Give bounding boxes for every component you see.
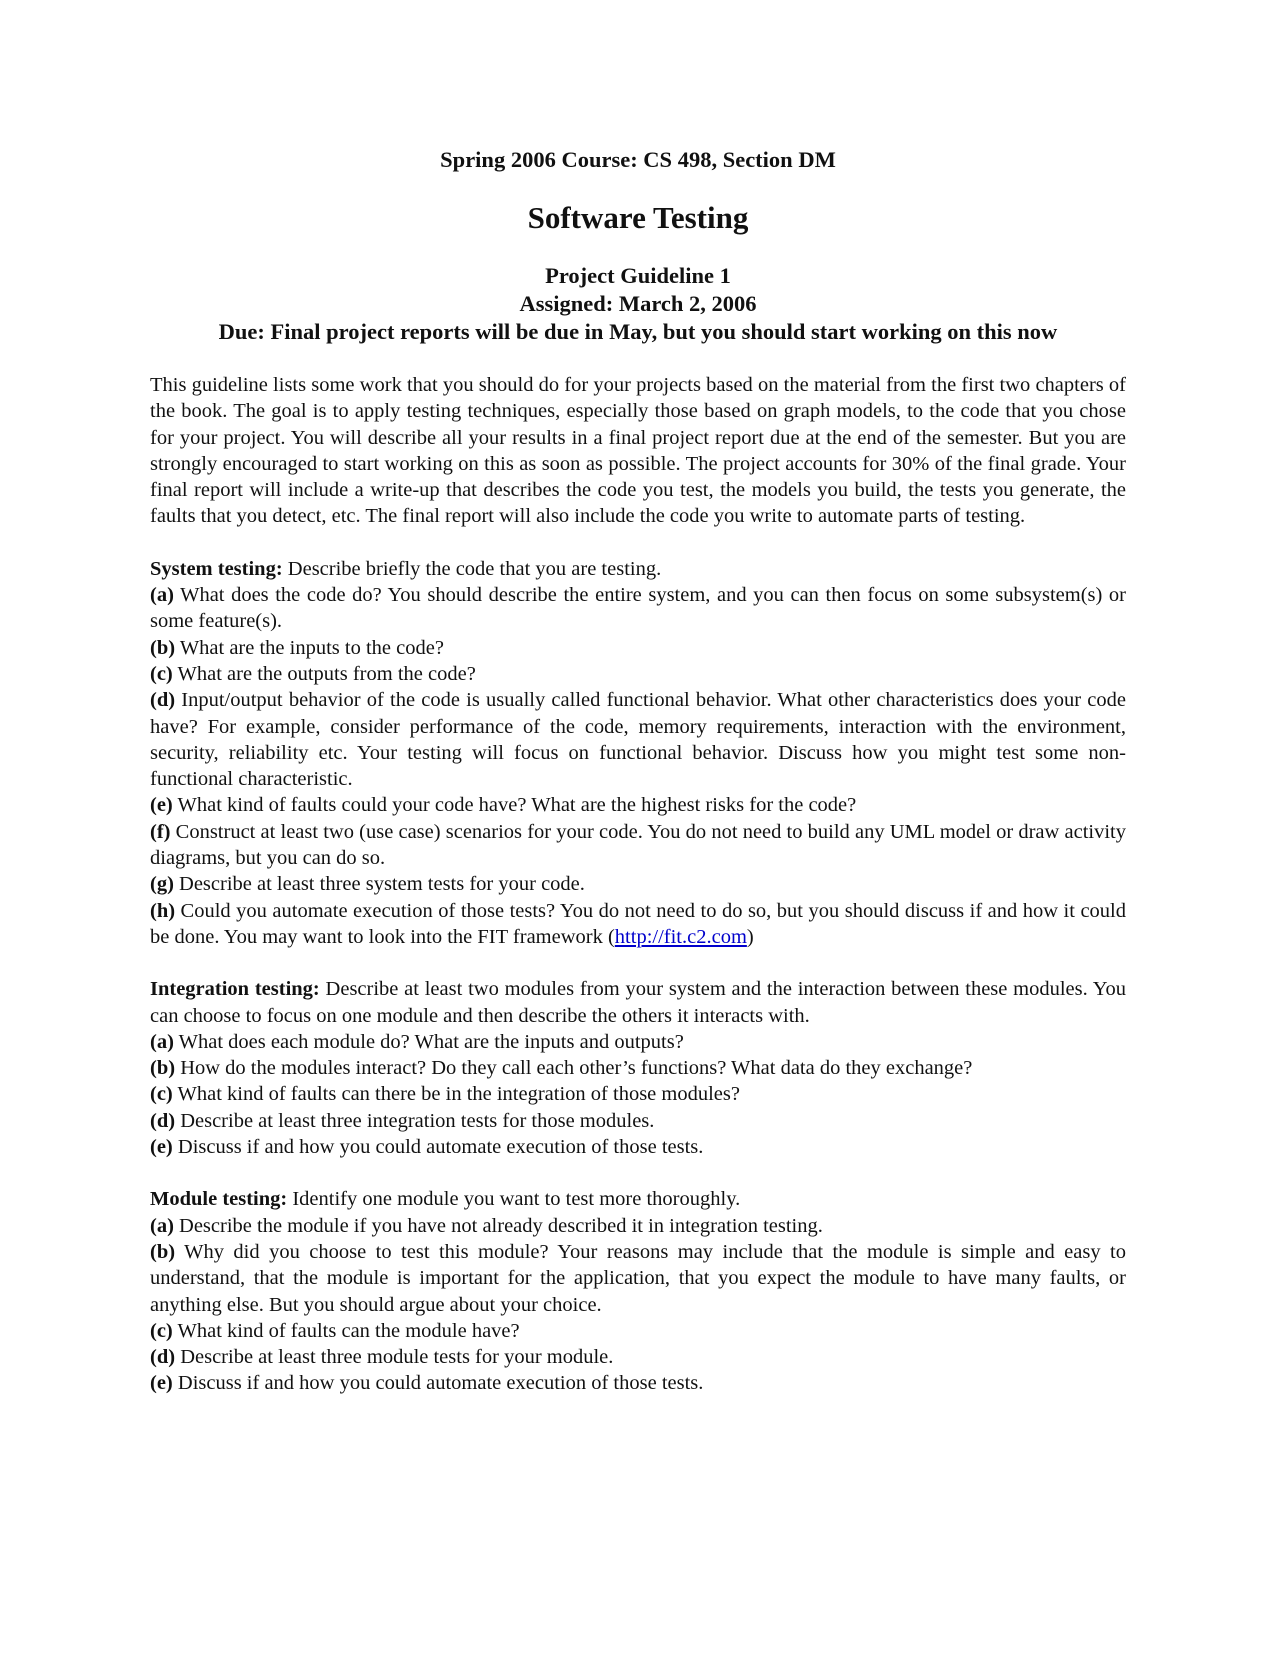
item-label: (b) xyxy=(150,636,176,659)
system-testing-section xyxy=(150,556,1126,950)
item-text-closing: ) xyxy=(746,925,754,948)
system-testing-lead xyxy=(150,556,1126,582)
list-item xyxy=(150,1213,1126,1239)
item-text: What kind of faults can the module have? xyxy=(172,1319,520,1342)
intro-paragraph: This guideline lists some work that you should do for your projects based on the material from the first two chapters of the book. The goal is to apply testing techniques, especially those based on graph models, to the code that you chose for your project. You will describe all your results in a final project report due at the end of the semester. But you are strongly encouraged to start working on this as soon as possible. The project accounts for 30% of the final grade. Your final report will include a write-up that describes the code you test, the models you build, the tests you generate, the faults that you detect, etc. The final report will also include the code you write to automate parts of testing. xyxy=(150,374,1126,528)
item-label: (c) xyxy=(150,1319,173,1342)
item-text: Could you automate execution of those tests? You do not need to do so, but you should discuss if and how it could be done. You may want to look into the FIT framework ( xyxy=(150,899,1126,948)
integration-testing-lead-text: Describe at least two modules from your system and the interaction between these modules. You can choose to focus on one module and then describe the others it interacts with. xyxy=(150,978,1126,1027)
course-heading: Spring 2006 Course: CS 498, Section DM xyxy=(440,147,836,172)
item-text: Describe at least three system tests for your code. xyxy=(173,873,585,896)
list-item xyxy=(150,1081,1126,1107)
list-item xyxy=(150,871,1126,897)
list-item xyxy=(150,1029,1126,1055)
integration-testing-section xyxy=(150,976,1126,1160)
item-label: (d) xyxy=(150,1346,176,1369)
item-text: Describe the module if you have not already described it in integration testing. xyxy=(173,1214,823,1237)
item-label: (e) xyxy=(150,1136,173,1159)
item-label: (a) xyxy=(150,584,174,607)
item-label: (a) xyxy=(150,1030,174,1053)
item-text: What does the code do? You should describe the entire system, and you can then focus on some subsystem(s) or some feature(s). xyxy=(150,584,1126,633)
list-item xyxy=(150,1239,1126,1318)
item-text: What does each module do? What are the inputs and outputs? xyxy=(173,1030,684,1053)
list-item xyxy=(150,792,1126,818)
module-testing-lead-text: Identify one module you want to test more thoroughly. xyxy=(287,1188,741,1211)
integration-testing-lead xyxy=(150,976,1126,1029)
item-label: (g) xyxy=(150,873,174,896)
system-testing-heading: System testing: xyxy=(150,557,283,580)
module-testing-heading: Module testing: xyxy=(150,1188,288,1211)
item-text: Construct at least two (use case) scenarios for your code. You do not need to build any UML model or draw activity diagrams, but you can do so. xyxy=(150,820,1126,870)
item-label: (c) xyxy=(150,662,173,685)
fit-framework-link[interactable]: http://fit.c2.com xyxy=(614,925,747,948)
document-page xyxy=(150,146,1126,1397)
item-label: (e) xyxy=(150,794,173,817)
item-text: What kind of faults can there be in the integration of those modules? xyxy=(172,1083,740,1106)
item-label: (e) xyxy=(150,1372,173,1395)
list-item xyxy=(150,661,1126,687)
list-item xyxy=(150,1134,1126,1160)
list-item xyxy=(150,1108,1126,1134)
list-item xyxy=(150,819,1126,872)
item-text: Describe at least three integration tests for those modules. xyxy=(175,1109,655,1132)
list-item xyxy=(150,1055,1126,1081)
item-text: Describe at least three module tests for your module. xyxy=(175,1346,614,1369)
item-text: Discuss if and how you could automate execution of those tests. xyxy=(172,1136,704,1159)
item-text: Discuss if and how you could automate execution of those tests. xyxy=(172,1372,704,1395)
system-testing-lead-text: Describe briefly the code that you are testing. xyxy=(282,557,662,580)
item-text: What are the inputs to the code? xyxy=(175,636,444,659)
list-item xyxy=(150,898,1126,951)
assigned-date: Assigned: March 2, 2006 xyxy=(519,291,757,316)
module-testing-section xyxy=(150,1186,1126,1396)
item-label: (b) xyxy=(150,1240,176,1263)
list-item xyxy=(150,1318,1126,1344)
item-text: Input/output behavior of the code is usually called functional behavior. What other characteristics does your code have? For example, consider performance of the code, memory requirements, interaction with the environment, security, reliability etc. Your testing will focus on functional behavior. Discuss how you might test some non-functional characteristic. xyxy=(150,689,1126,791)
list-item xyxy=(150,582,1126,635)
item-label: (d) xyxy=(150,1109,176,1132)
guideline-heading: Project Guideline 1 xyxy=(545,263,731,288)
item-label: (f) xyxy=(150,820,171,843)
list-item xyxy=(150,635,1126,661)
item-text: Why did you choose to test this module? Your reasons may include that the module is simple and easy to understand, that the module is important for the application, that you expect the module to have many faults, or anything else. But you should argue about your choice. xyxy=(150,1240,1126,1316)
item-label: (a) xyxy=(150,1214,174,1237)
list-item xyxy=(150,687,1126,792)
module-testing-lead xyxy=(150,1186,1126,1212)
item-text: What are the outputs from the code? xyxy=(172,662,476,685)
due-note: Due: Final project reports will be due in May, but you should start working on this now xyxy=(218,319,1058,344)
item-label: (b) xyxy=(150,1057,176,1080)
item-label: (c) xyxy=(150,1083,173,1106)
item-label: (h) xyxy=(150,899,176,922)
document-title: Software Testing xyxy=(527,200,749,235)
item-text: How do the modules interact? Do they call each other’s functions? What data do they exchange? xyxy=(175,1057,973,1080)
list-item xyxy=(150,1370,1126,1396)
item-label: (d) xyxy=(150,689,176,712)
integration-testing-heading: Integration testing: xyxy=(150,978,320,1001)
list-item xyxy=(150,1344,1126,1370)
item-text: What kind of faults could your code have? What are the highest risks for the code? xyxy=(172,794,857,817)
